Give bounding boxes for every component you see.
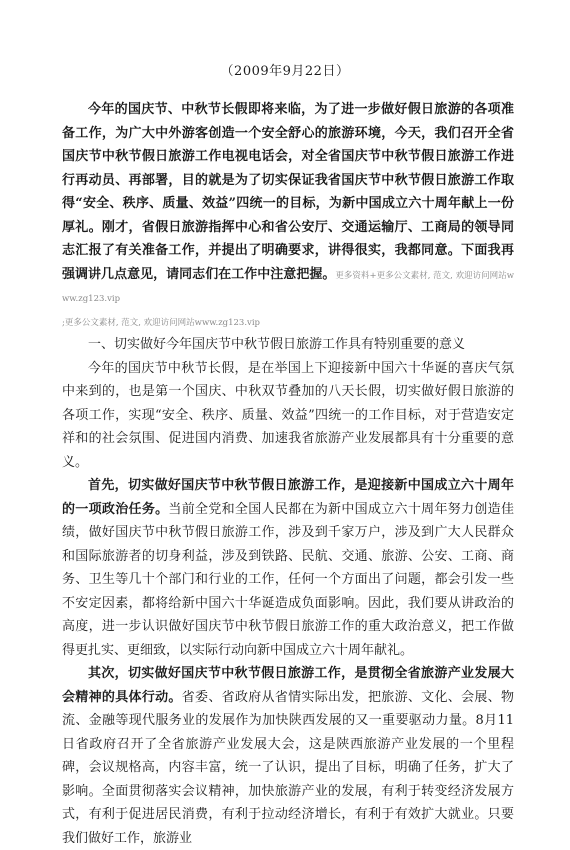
watermark-ad-1: 更多资料+更多公文素材, 范文, 欢迎访问网站www.zg123.vip	[62, 270, 514, 304]
intro-text: 今年的国庆节、中秋节长假即将来临，为了进一步做好假日旅游的各项准备工作，为广大中外游客创造一个安全舒心的旅游环境，今天，我们召开全省国庆节中秋节假日旅游工作电视电话会，对全省国庆节中秋节假日旅游工作进行再动员、再部署，目的就是为了切实保证我省国庆节中秋节假日旅游工作取得“安全、秩序、质量、效益”四统一的目标，为新中国成立六十周年献上一份厚礼。刚才，省假日旅游指挥中心和省公安厅、交通运输厅、工商局的领导同志汇报了有关准备工作，并提出了明确要求，讲得很实，我都同意。下面我再强调讲几点意见，请同志们在工作中注意把握。	[62, 102, 514, 282]
body-text	[62, 98, 514, 850]
watermark-ad-2: ;更多公文素材, 范文, 欢迎访问网站www.zg123.vip	[62, 317, 261, 328]
paragraph-3	[62, 474, 514, 662]
paragraph-3-rest: 当前全党和全国人民都在为新中国成立六十周年努力创造佳绩，做好国庆节中秋节假日旅游工作，涉及到千家万户，涉及到广大人民群众和国际旅游者的切身利益，涉及到铁路、民航、交通、旅游、公安、工商、商务、卫生等几十个部门和行业的工作，任何一个方面出了问题，都会引发一些不安定因素，都将给新中国六十华诞造成负面影响。因此，我们要从讲政治的高度，进一步认识做好国庆节中秋节假日旅游工作的重大政治意义，把工作做得更扎实、更细致，以实际行动向新中国成立六十周年献礼。	[62, 501, 514, 658]
section-heading-1: 一、切实做好今年国庆节中秋节假日旅游工作具有特别重要的意义	[88, 337, 466, 352]
paragraph-4-lead: 其次，切实做好国庆节中秋节假日旅游工作，是贯彻全省旅游产业发展大会精神的具体行动。	[62, 666, 514, 705]
paragraph-ad	[62, 310, 514, 334]
date-line: （2009年9月22日）	[220, 64, 350, 79]
paragraph-2: 今年的国庆节中秋节长假，是在举国上下迎接新中国六十华诞的喜庆气氛中来到的，也是第一个国庆、中秋双节叠加的八天长假，切实做好假日旅游的各项工作，实现“安全、秩序、质量、效益”四统一的工作目标，对于营造安定祥和的社会氛围、促进国内消费、加速我省旅游产业发展都具有十分重要的意义。	[62, 360, 514, 470]
paragraph-4-rest: 省委、省政府从省情实际出发，把旅游、文化、会展、物流、金融等现代服务业的发展作为加快陕西发展的又一重要驱动力量。8月11日省政府召开了全省旅游产业发展大会，这是陕西旅游产业发展的一个里程碑，会议规格高，内容丰富，统一了认识，提出了目标，明确了任务，扩大了影响。全面贯彻落实会议精神，加快旅游产业的发展，有利于转变经济发展方式，有利于促进居民消费，有利于拉动经济增长，有利于有效扩大就业。只要我们做好工作，旅游业	[62, 689, 514, 846]
paragraph-4	[62, 662, 514, 850]
paragraph-3-lead: 首先，切实做好国庆节中秋节假日旅游工作，是迎接新中国成立六十周年的一项政治任务。	[62, 478, 514, 517]
paragraph-intro	[62, 98, 514, 310]
